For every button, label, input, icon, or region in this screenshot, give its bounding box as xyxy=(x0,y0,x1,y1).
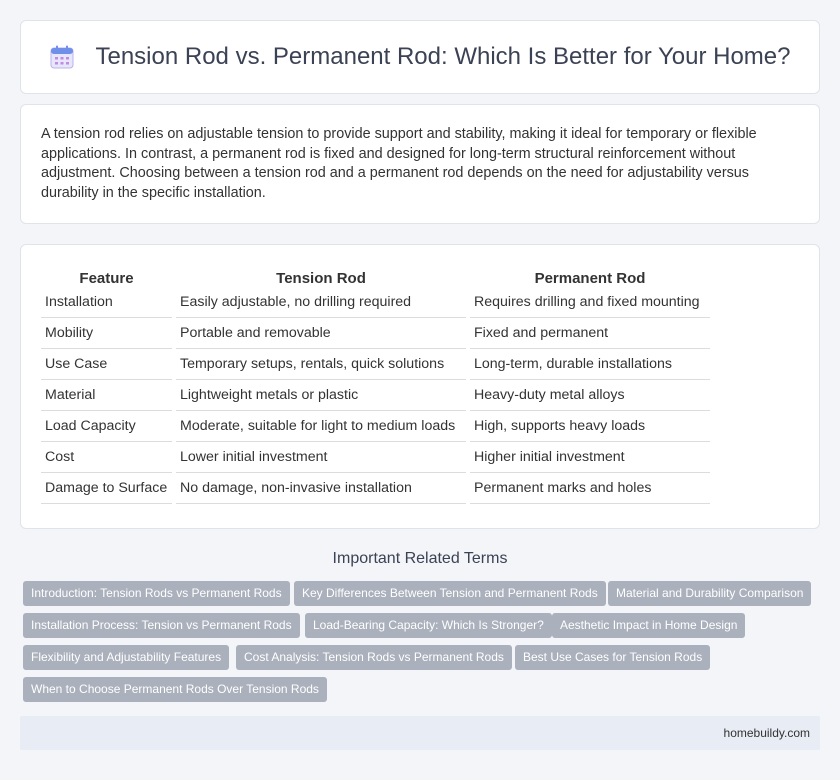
term-tag[interactable]: Aesthetic Impact in Home Design xyxy=(552,613,745,638)
term-tag[interactable]: When to Choose Permanent Rods Over Tension Rods xyxy=(23,677,327,702)
tension-rod-cell: Lightweight metals or plastic xyxy=(176,380,466,411)
term-tag[interactable]: Key Differences Between Tension and Permanent Rods xyxy=(294,581,606,606)
related-terms-title: Important Related Terms xyxy=(332,550,508,567)
table-row xyxy=(41,318,710,349)
feature-cell: Mobility xyxy=(41,318,172,349)
table-row xyxy=(41,287,710,318)
intro-paragraph: A tension rod relies on adjustable tension to provide support and stability, making it ideal for temporary or flexible applications. In contrast, a permanent rod is fixed and designed for long-term structural reinforcement without adjustment. Choosing between a tension rod and a permanent rod depends on the need for adjustability versus durability in the specific installation. xyxy=(41,126,757,201)
permanent-rod-cell: Requires drilling and fixed mounting xyxy=(470,287,710,318)
page-title: Tension Rod vs. Permanent Rod: Which Is Better for Your Home? xyxy=(95,43,791,70)
column-header-permanent-rod: Permanent Rod xyxy=(534,270,646,287)
term-tag[interactable]: Load-Bearing Capacity: Which Is Stronger? xyxy=(305,613,552,638)
column-header-feature: Feature xyxy=(79,270,134,287)
term-tag[interactable]: Installation Process: Tension vs Permanent Rods xyxy=(23,613,300,638)
feature-cell: Load Capacity xyxy=(41,411,172,442)
table-header-row xyxy=(41,265,710,287)
table-row xyxy=(41,442,710,473)
permanent-rod-cell: Long-term, durable installations xyxy=(470,349,710,380)
tension-rod-cell: Portable and removable xyxy=(176,318,466,349)
tension-rod-cell: Easily adjustable, no drilling required xyxy=(176,287,466,318)
permanent-rod-cell: Higher initial investment xyxy=(470,442,710,473)
permanent-rod-cell: High, supports heavy loads xyxy=(470,411,710,442)
tension-rod-cell: Temporary setups, rentals, quick solutions xyxy=(176,349,466,380)
comparison-table xyxy=(37,265,714,504)
comparison-card xyxy=(20,244,820,529)
feature-cell: Use Case xyxy=(41,349,172,380)
tension-rod-cell: No damage, non-invasive installation xyxy=(176,473,466,504)
calendar-icon xyxy=(49,44,75,70)
term-tag[interactable]: Cost Analysis: Tension Rods vs Permanent Rods xyxy=(236,645,512,670)
term-tag[interactable]: Material and Durability Comparison xyxy=(608,581,811,606)
table-row xyxy=(41,473,710,504)
table-row xyxy=(41,411,710,442)
table-row xyxy=(41,380,710,411)
term-tag[interactable]: Introduction: Tension Rods vs Permanent Rods xyxy=(23,581,290,606)
column-header-tension-rod: Tension Rod xyxy=(276,270,366,287)
permanent-rod-cell: Permanent marks and holes xyxy=(470,473,710,504)
feature-cell: Damage to Surface xyxy=(41,473,172,504)
footer xyxy=(20,716,820,750)
footer-site-link[interactable]: homebuildy.com xyxy=(723,726,810,740)
term-tag[interactable]: Flexibility and Adjustability Features xyxy=(23,645,229,670)
table-row xyxy=(41,349,710,380)
header-card xyxy=(20,20,820,94)
term-tag[interactable]: Best Use Cases for Tension Rods xyxy=(515,645,710,670)
feature-cell: Installation xyxy=(41,287,172,318)
permanent-rod-cell: Fixed and permanent xyxy=(470,318,710,349)
tension-rod-cell: Moderate, suitable for light to medium loads xyxy=(176,411,466,442)
tension-rod-cell: Lower initial investment xyxy=(176,442,466,473)
permanent-rod-cell: Heavy-duty metal alloys xyxy=(470,380,710,411)
intro-card xyxy=(20,104,820,224)
feature-cell: Cost xyxy=(41,442,172,473)
feature-cell: Material xyxy=(41,380,172,411)
